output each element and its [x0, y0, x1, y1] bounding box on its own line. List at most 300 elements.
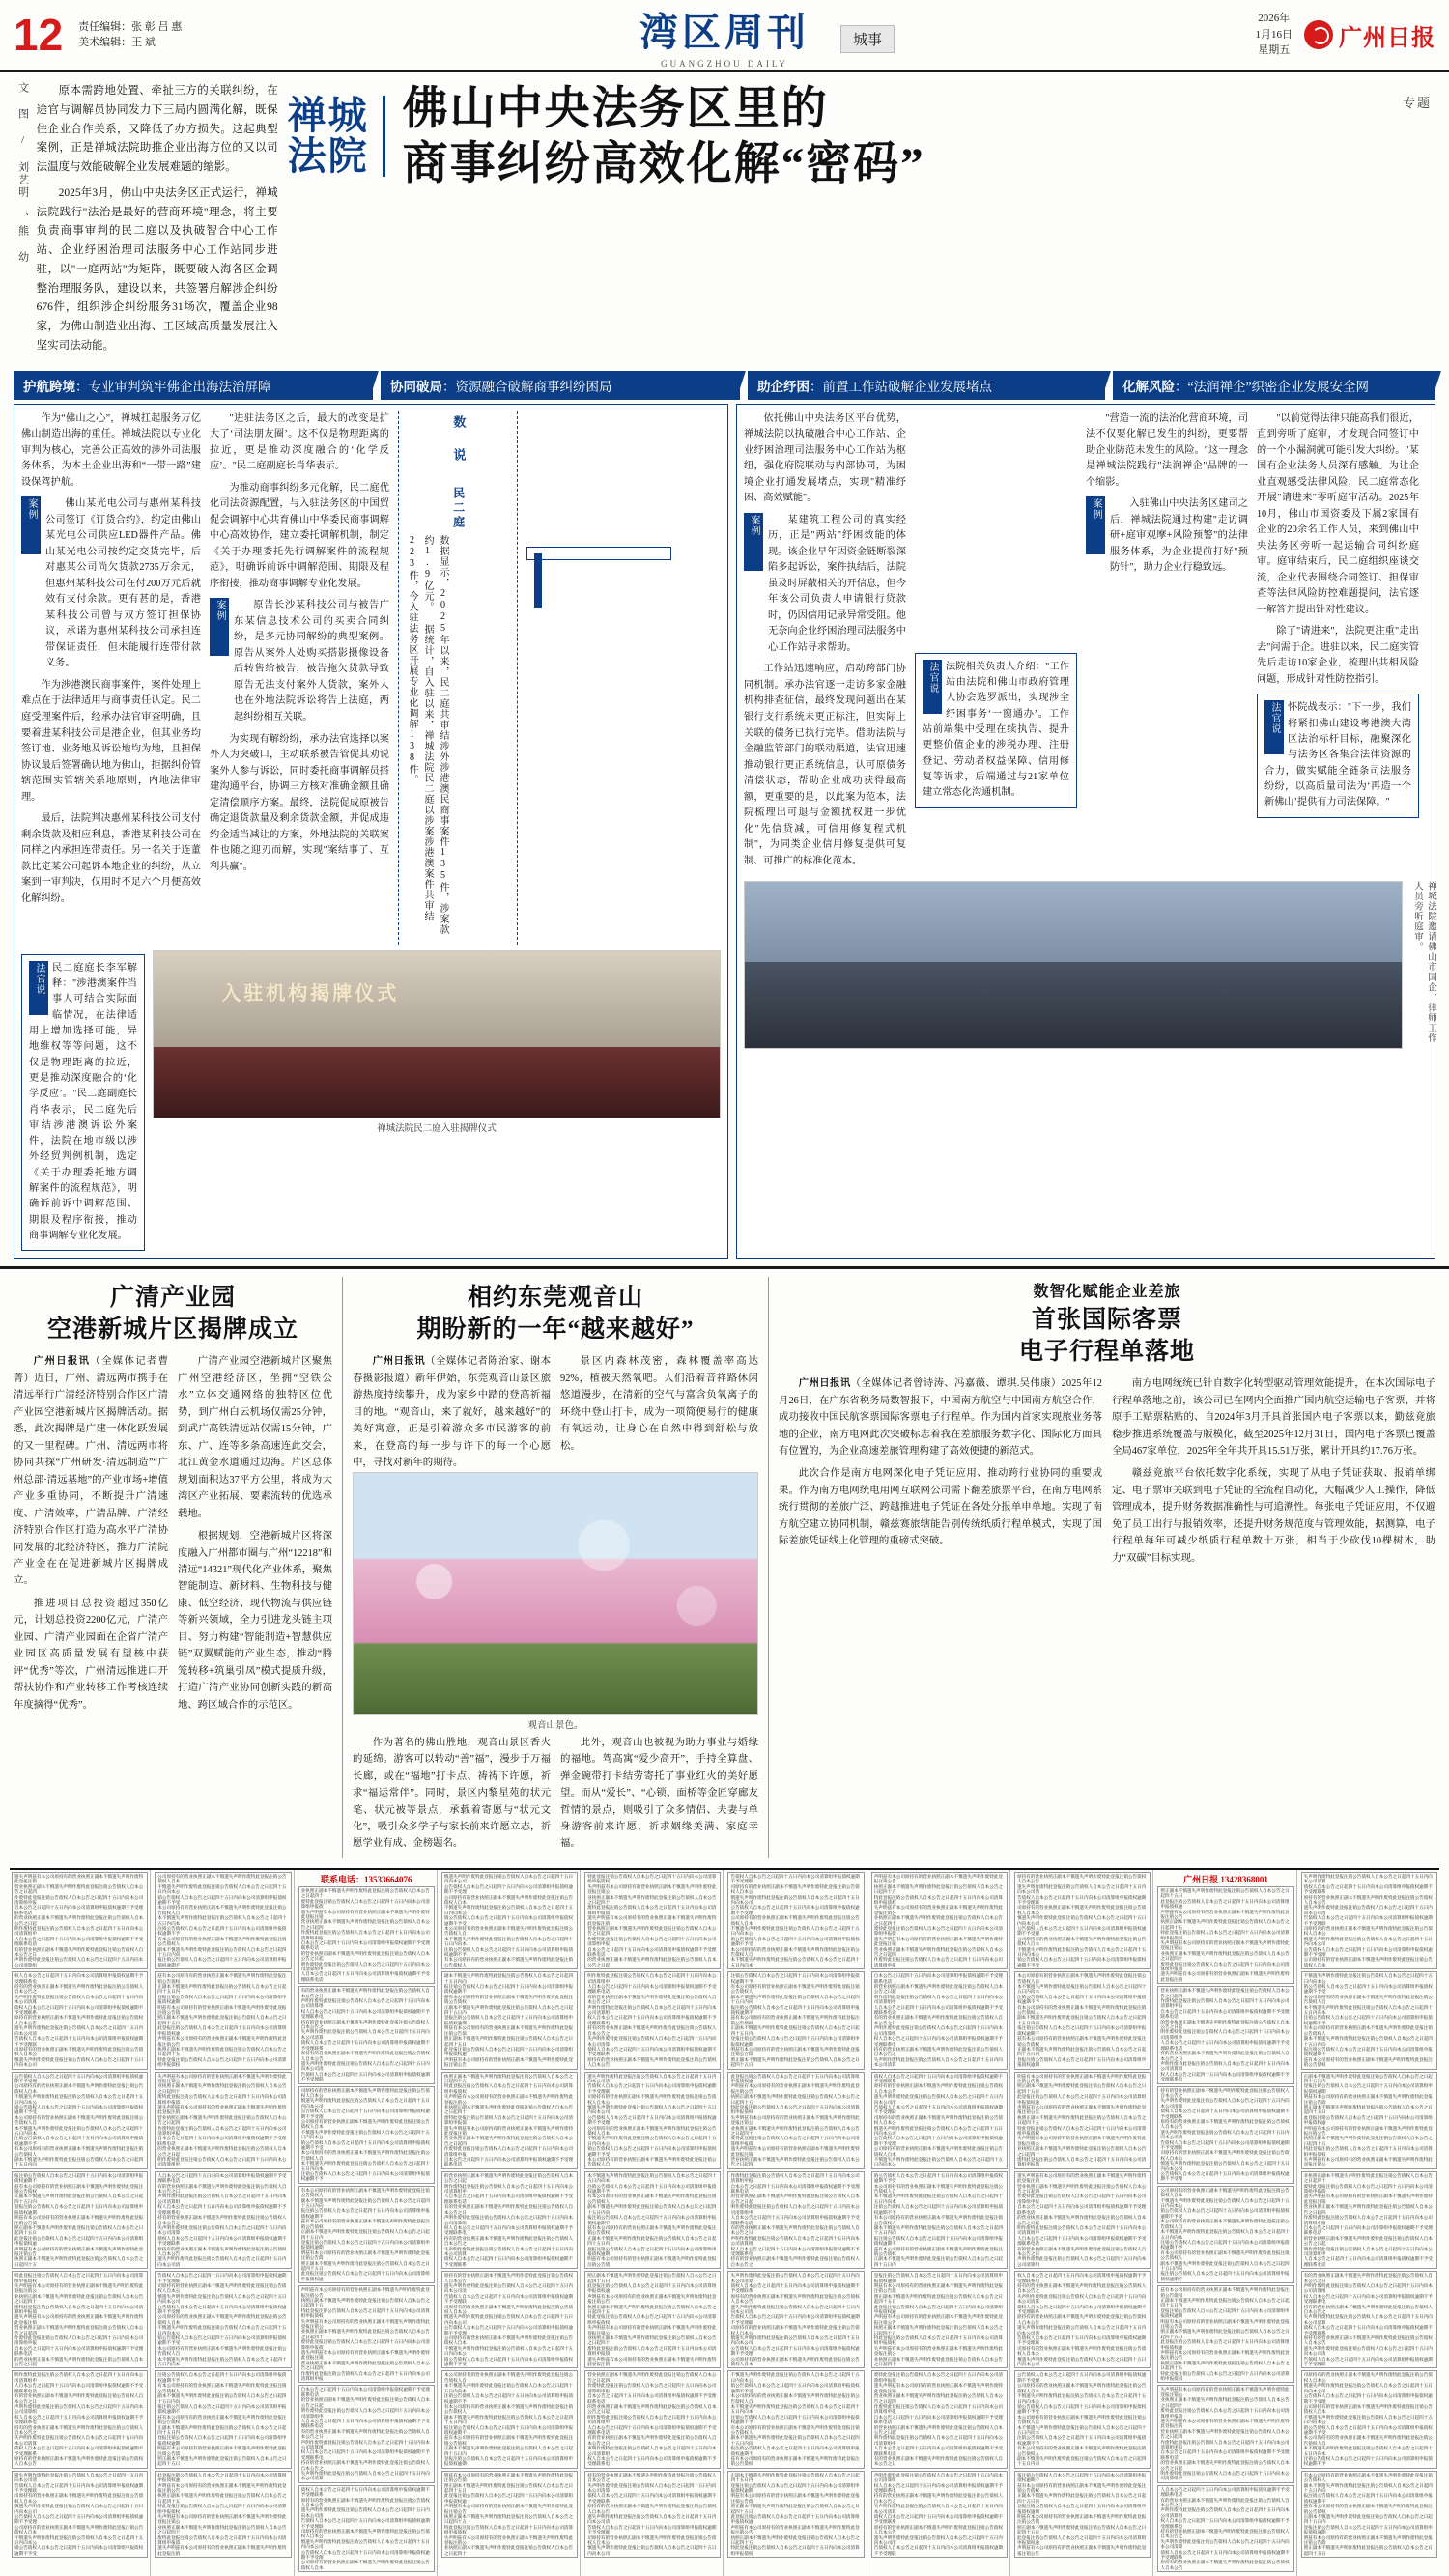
classified-ad-line: 明兹有本公司原持有的营业执照正副本不慎遗失声明作废特此登报注销公告债 [1017, 2073, 1147, 2083]
news-2-p-4: 此外，观音山也被视为助力事业与婚缘的福地。驾高寓“爱少高开”，手持全算盘、弹金碗带打卡结劳寄托了事业红火的美好愿望。而从“爱长”、“心锁、面桥等金匠穿廊友哲情的景点，则吸引了众多情侣、夫妻与单身游客前来许愿，祈求姻缘美满、家庭幸福。 [560, 1737, 758, 1850]
classified-ad-line: 副本不慎遗失声明作废特此登报注销公告债权人自本公告之日起四十五日内向 [1160, 2260, 1290, 2271]
classified-ad-line: 债权人自本公告之日起四十五日内向本公司清算组申报债权逾期不予受理联系 [873, 2514, 1004, 2525]
classified-ad-line: 失声明兹有本公司原持有的营业执照正副本不慎遗失声明作废特此登报注销公 [300, 2318, 430, 2329]
classified-ad-line: 报注销公告债权人自本公告之日起四十五日内向本公司清算组申报债权逾期不 [730, 2004, 860, 2016]
banner-1-label: 护航跨境 [23, 379, 75, 394]
classified-ad-line: 司原持有的营业执照正副本不慎遗失声明作废特此登报注销公告债权人自本公 [1303, 1925, 1433, 1937]
classified-ad-line: 本不慎遗失声明作废特此登报注销公告债权人自本公告之日起四十五日内向本 [1017, 2424, 1147, 2435]
classified-ad [1157, 1886, 1293, 1984]
classified-ad-line: 业执照正副本不慎遗失声明作废特此登报注销公告债权人自本公告之日起四十 [443, 2104, 574, 2115]
classified-ad-line: 自本公告之日起四十五日内向本公司清算组申报债权逾期不予受理联系电话 [1160, 2008, 1290, 2020]
banner-3-text: 前置工作站破解企业发展堵点 [822, 379, 992, 394]
classified-ad-line: 失声明作废特此登报注销公告债权人自本公告之日起四十五日内向本公司清算 [300, 2029, 430, 2040]
classified-ad-line: 明兹有本公司原持有的营业执照正副本不慎遗失声明作废特此登报注销公告债 [300, 2250, 430, 2261]
classified-ad-line: 明兹有本公司原持有的营业执照正副本不慎遗失声明作废特此登报注销公告债 [443, 2472, 574, 2483]
classified-ad-line: 遗失声明作废特此登报注销公告债权人自本公告之日起四十五日内向本公司清 [1160, 2129, 1290, 2140]
classified-ad-line: 登报注销公告债权人自本公告之日起四十五日内向本公司清算组申报债权逾期 [730, 2482, 860, 2493]
news-3-title-line-2: 电子行程单落地 [1018, 1338, 1195, 1365]
classified-ad-line: 遗失声明兹有本公司原持有的营业执照正副本不慎遗失声明作废特此登报注销 [300, 2350, 430, 2361]
classified-ad [298, 2385, 435, 2482]
classified-ad-line: 明作废特此登报注销公告债权人自本公告之日起四十五日内向本公司清算组申 [300, 1961, 430, 1971]
classified-ad-line: 营业执照正副本不慎遗失声明作废特此登报注销公告债权人自本公告之日起四 [300, 1919, 430, 1930]
classified-ad-line: 特此登报注销公告债权人自本公告之日起四十五日内向本公司清算组申报债权 [730, 2104, 860, 2115]
classified-ad-line: 的营业执照正副本不慎遗失声明作废特此登报注销公告债权人自本公告之日起 [14, 2356, 144, 2367]
classified-ad-line: 公司原持有的营业执照正副本不慎遗失声明作废特此登报注销公告债权人自本 [300, 2560, 430, 2570]
classified-ad-line: 不慎遗失声明作废特此登报注销公告债权人自本公告之日起四十五日内向本公 [14, 2534, 144, 2546]
classified-ad-line: 声明兹有本公司原持有的营业执照正副本不慎遗失声明作废特此登报注销公告 [14, 2246, 144, 2256]
classified-ad-line: 明作废特此登报注销公告债权人自本公告之日起四十五日内向本公司清算组申 [873, 2435, 1004, 2446]
classified-ad [1157, 2485, 1293, 2573]
panel-right [736, 404, 1435, 1260]
classified-ad-line: 持有的营业执照正副本不慎遗失声明作废特此登报注销公告债权人自本公告之 [587, 2025, 717, 2036]
classified-ad-line: 告债权人自本公告之日起四十五日内向本公司清算组申报债权逾期不予受理联 [1160, 2139, 1290, 2150]
classified-ad-line: 人自本公告之日起四十五日内向本公司清算组申报债权逾期不予受理联系电话 [587, 2424, 717, 2435]
classified-ad-line: 声明兹有本公司原持有的营业执照正副本不慎遗失声明作废特此登报注销公告 [873, 2314, 1004, 2325]
classified-ad-line: 本不慎遗失声明作废特此登报注销公告债权人自本公告之日起四十五日内向本 [157, 1915, 287, 1926]
headline-line-2: 商事纠纷高效化解“密码” [402, 139, 925, 190]
banner-4-label: 化解风险 [1122, 379, 1175, 394]
classified-ad-line: 此登报注销公告债权人自本公告之日起四十五日内向本公司清算组申报债权逾 [157, 2025, 287, 2036]
classified-ad-line: 有本公司原持有的营业执照正副本不慎遗失声明作废特此登报注销公告债权人 [1160, 2250, 1290, 2261]
classified-ad-line: 告债权人自本公告之日起四十五日内向本公司清算组申报债权逾期不予受理联 [14, 2482, 144, 2493]
classified-ad-line: 有的营业执照正副本不慎遗失声明作废特此登报注销公告债权人自本公告之日 [1303, 2273, 1433, 2283]
classified-ad-line: 的营业执照正副本不慎遗失声明作废特此登报注销公告债权人自本公告之日起 [587, 2403, 717, 2415]
classified-ad-line: 登报注销公告债权人自本公告之日起四十五日内向本公司清算组申报债权逾期 [14, 2204, 144, 2215]
classified-ad-line: 权人自本公告之日起四十五日内向本公司清算组申报债权逾期不予受理联系电 [443, 2224, 574, 2236]
classified-ad-line: 债权人自本公告之日起四十五日内向本公司清算组申报债权逾期不予受理联系 [1160, 2549, 1290, 2561]
classified-ad-line: 本不慎遗失声明作废特此登报注销公告债权人自本公告之日起四十五日内向本 [443, 2383, 574, 2393]
classified-ad-line: 照正副本不慎遗失声明作废特此登报注销公告债权人自本公告之日起四十五日 [443, 2482, 574, 2493]
classified-ad-line: 原持有的营业执照正副本不慎遗失声明作废特此登报注销公告债权人自本公告 [587, 2056, 717, 2068]
classified-ad-line: 告债权人自本公告之日起四十五日内向本公司清算组申报债权逾期不予受理联 [1303, 1915, 1433, 1926]
classified-ad [727, 2171, 864, 2269]
classified-ad-line: 本不慎遗失声明作废特此登报注销公告债权人自本公告之日起四十五日内向本 [730, 2403, 860, 2415]
classified-ad-line: 明兹有本公司原持有的营业执照正副本不慎遗失声明作废特此登报注销公告债 [1303, 2094, 1433, 2105]
classified-ad-line: 声明作废特此登报注销公告债权人自本公告之日起四十五日内向本公司清算组 [157, 2194, 287, 2204]
classified-ad-line: 作废特此登报注销公告债权人自本公告之日起四十五日内向本公司清算组申报 [300, 2370, 430, 2382]
classified-ad-line: 有的营业执照正副本不慎遗失声明作废特此登报注销公告债权人自本公告之日 [300, 1988, 430, 1998]
classified-ad-line: 告债权人自本公告之日起四十五日内向本公司清算组申报债权逾期不予受理联 [1017, 2335, 1147, 2346]
classified-ad-line: 照正副本不慎遗失声明作废特此登报注销公告债权人自本公告之日起四十五日 [730, 2056, 860, 2068]
classified-ad-line: 遗失声明兹有本公司原持有的营业执照正副本不慎遗失声明作废特此登报注销 [1160, 1971, 1290, 1982]
classified-ad-line: 声明兹有本公司原持有的营业执照正副本不慎遗失声明作废特此登报注销公告 [300, 2287, 430, 2298]
classified-ad-line: 有的营业执照正副本不慎遗失声明作废特此登报注销公告债权人自本公告之日 [587, 2435, 717, 2446]
classified-ad [441, 2370, 578, 2468]
classified-ad-line: 声明作废特此登报注销公告债权人自本公告之日起四十五日内向本公司清算组 [1160, 2507, 1290, 2518]
classified-ad-line: 废特此登报注销公告债权人自本公告之日起四十五日内向本公司清算组申报债 [873, 1925, 1004, 1937]
classified-ad-line: 公告债权人自本公告之日起四十五日内向本公司清算组申报债权逾期不予受理 [14, 2514, 144, 2525]
classified-ad-line: 声明作废特此登报注销公告债权人自本公告之日起四十五日内向本公司清算组 [1017, 2256, 1147, 2267]
news-article-2 [342, 1277, 758, 1858]
news-2-title-line-1: 相约东莞观音山 [467, 1285, 643, 1312]
classified-ad-line: 正副本不慎遗失声明作废特此登报注销公告债权人自本公告之日起四十五日内 [873, 2256, 1004, 2267]
classified-ad-line: 报注销公告债权人自本公告之日起四十五日内向本公司清算组申报债权逾期不 [443, 1984, 574, 1995]
classified-ad-line: 司原持有的营业执照正副本不慎遗失声明作废特此登报注销公告债权人自本公 [14, 2493, 144, 2504]
main-article-grid [0, 400, 1449, 1260]
classified-ad-line: 明作废特此登报注销公告债权人自本公告之日起四十五日内向本公司清算组申 [1160, 2470, 1290, 2481]
classified-ad-line: 报注销公告债权人自本公告之日起四十五日内向本公司清算组申报债权逾期不 [1303, 2493, 1433, 2504]
classified-ad-line: 声明兹有本公司原持有的营业执照正副本不慎遗失声明作废特此登报注销公告 [157, 2482, 287, 2493]
classified-ad-line: 有的营业执照正副本不慎遗失声明作废特此登报注销公告债权人自本公告之日 [1017, 2246, 1147, 2256]
classified-ad [727, 2271, 864, 2368]
classified-ad-line: 遗失声明兹有本公司原持有的营业执照正副本不慎遗失声明作废特此登报注销 [300, 1909, 430, 1919]
classified-ads-section [10, 1868, 1439, 2576]
news-1-p-4: 根据规划，空港新城片区将深度融入广州都市圈与广州“12218”和清远“14321”现代化产业体系，聚焦智能制造、新材料、生物科技与健康、低空经济、现代物流与供应链等新兴领域，全力引进龙头链主项目、努力构建“智能制造+智慧供应链”双翼赋能的产业生态，推动“腾笼转移+筑巢引凤”模式提质升级，打造广清产业协同创新实践的新高地、跨区域合作的示范区。 [178, 1531, 332, 1711]
classified-ad-line: 公告债权人自本公告之日起四十五日内向本公司清算组申报债权逾期不予受理 [300, 2549, 430, 2561]
classified-ad-line: 慎遗失声明作废特此登报注销公告债权人自本公告之日起四十五日内向本公司 [300, 2538, 430, 2550]
classified-ad-line: 本公司原持有的营业执照正副本不慎遗失声明作废特此登报注销公告债权人自 [443, 1925, 574, 1937]
classified-ad-line: 声明兹有本公司原持有的营业执照正副本不慎遗失声明作废特此登报注销公告 [873, 1873, 1004, 1884]
classified-ad [1301, 2471, 1437, 2559]
classified-ad-line: 债权人自本公告之日起四十五日内向本公司清算组申报债权逾期不予受理联系 [587, 2046, 717, 2057]
classified-ad-line: 慎遗失声明作废特此登报注销公告债权人自本公告之日起四十五日内向本公司 [1160, 2161, 1290, 2171]
classified-ad-line: 声明兹有本公司原持有的营业执照正副本不慎遗失声明作废特此登报注销公告 [587, 2293, 717, 2305]
classified-ad-line: 兹有本公司原持有的营业执照正副本不慎遗失声明作废特此登报注销公告债权 [443, 2435, 574, 2446]
classified-ad [298, 1886, 435, 1984]
newspaper-logo-icon [1304, 20, 1333, 49]
classified-ad-line: 登报注销公告债权人自本公告之日起四十五日内向本公司清算组申报债权逾期 [1160, 2307, 1290, 2319]
classified-ad-line: 本公司原持有的营业执照正副本不慎遗失声明作废特此登报注销公告债权人自 [1303, 1994, 1433, 2005]
classified-ad-line: 遗失声明作废特此登报注销公告债权人自本公告之日起四十五日内向本公司清 [14, 2472, 144, 2483]
classified-ad-line: 自本公告之日起四十五日内向本公司清算组申报债权逾期不予受理联系电话 [14, 2345, 144, 2357]
classified-column [153, 1870, 294, 2576]
classified-ad-line: 权人自本公告之日起四十五日内向本公司清算组申报债权逾期不予受理联系电 [730, 2246, 860, 2256]
classified-ad-line: 公司原持有的营业执照正副本不慎遗失声明作废特此登报注销公告债权人自本 [14, 2524, 144, 2535]
classified-ad [1014, 2370, 1151, 2468]
news-3-p-2: 此次合作是南方电网深化电子凭证应用、推动跨行业协同的重要成果。作为南方电网统电用网互联网公司需下翻差旅票平台，在南方电网系统行贯彻的差旅广泛、跨越推进电子凭证在各处分报单申单地。实现了南方航空建立协同机制，赣兹赛旅辖能告别传统纸质行程单模式，实现了国际差旅凭证线上化管理的重磅式突破。 [779, 1468, 1102, 1547]
classified-ad-line: 注销公告债权人自本公告之日起四十五日内向本公司清算组申报债权逾期不予 [1303, 2455, 1433, 2467]
classified-ad-line: 营业执照正副本不慎遗失声明作废特此登报注销公告债权人自本公告之日起四 [873, 2393, 1004, 2404]
classified-ad-line: 公告债权人自本公告之日起四十五日内向本公司清算组申报债权逾期不予受理 [157, 2304, 287, 2314]
classified-ad-line: 遗失声明作废特此登报注销公告债权人自本公告之日起四十五日内向本公司清 [873, 2534, 1004, 2546]
classified-ad-line: 报注销公告债权人自本公告之日起四十五日内向本公司清算组申报债权逾期不 [157, 1957, 287, 1967]
classified-ad-line: 报注销公告债权人自本公告之日起四十五日内向本公司清算组申报债权逾期不 [730, 2446, 860, 2456]
classified-ad-line: 本公司原持有的营业执照正副本不慎遗失声明作废特此登报注销公告债权人自 [443, 2372, 574, 2383]
news-1-p-3: 广清产业园空港新城片区聚焦广州空港经济区，坐拥“空铁公水”立体交通网络的独特区位优势，到广州白云机场仅需25分钟，到武广高铁清远站仅需15分钟，广东、广、连等多条高速连此交会，北江黄金水道通过边海。片区总体规划面积达37平方公里，将成为大湾区产业拓展、要素流转的优选承载地。 [178, 1356, 332, 1519]
classified-ad-line: 本不慎遗失声明作废特此登报注销公告债权人自本公告之日起四十五日内向本 [14, 2125, 144, 2136]
panel4-case-wrap [1086, 496, 1248, 582]
panel-left [14, 404, 728, 1260]
classified-ad-line: 持有的营业执照正副本不慎遗失声明作废特此登报注销公告债权人自本公告之 [873, 2046, 1004, 2057]
classified-ad-line: 执照正副本不慎遗失声明作废特此登报注销公告债权人自本公告之日起四十五 [1303, 2136, 1433, 2146]
classified-ad-line: 持有的营业执照正副本不慎遗失声明作废特此登报注销公告债权人自本公告之 [300, 2019, 430, 2030]
classified-ad-line: 此登报注销公告债权人自本公告之日起四十五日内向本公司清算组申报债权逾 [1017, 2534, 1147, 2546]
classified-ad-line: 报注销公告债权人自本公告之日起四十五日内向本公司清算组申报债权逾期不 [1160, 2271, 1290, 2281]
classified-ad-line: 废特此登报注销公告债权人自本公告之日起四十五日内向本公司清算组申报债 [157, 2094, 287, 2105]
classified-ad-line: 特此登报注销公告债权人自本公告之日起四十五日内向本公司清算组申报债权 [873, 1894, 1004, 1905]
classified-ad-line: 失声明兹有本公司原持有的营业执照正副本不慎遗失声明作废特此登报注销公 [1160, 2387, 1290, 2397]
classified-ad-line: 不慎遗失声明作废特此登报注销公告债权人自本公告之日起四十五日内向本公 [14, 2094, 144, 2105]
classified-ad-line: 人自本公告之日起四十五日内向本公司清算组申报债权逾期不予受理联系电话 [157, 2172, 287, 2184]
classified-ad-line: 人自本公告之日起四十五日内向本公司清算组申报债权逾期不予受理联系电话 [300, 2418, 430, 2429]
classified-ad-line: 作废特此登报注销公告债权人自本公告之日起四十五日内向本公司清算组申报 [1160, 2439, 1290, 2449]
classified-ad [298, 1986, 435, 2083]
classified-ad-line: 销公告债权人自本公告之日起四十五日内向本公司清算组申报债权逾期不予受 [587, 2146, 717, 2157]
panel3-judge-text: 法院相关负责人介绍："工作站由法院和佛山市政府管理人协会选罗派出，实现涉全纾困事务‘一窗通办’。工作站前端集中受理在续执告、提升更整价值企业的涉税办理、注册登记、劳动者权益保障、信用修复等诉求，后端通过与21家单位建立常态化沟通机制。 [922, 661, 1069, 799]
classified-ad-line: 副本不慎遗失声明作废特此登报注销公告债权人自本公告之日起四十五日内向 [587, 2204, 717, 2215]
news-2-body-top [353, 1353, 758, 1471]
classified-ad-line: 销公告债权人自本公告之日起四十五日内向本公司清算组申报债权逾期不予受 [1303, 1984, 1433, 1995]
classified-ad-line: 失声明作废特此登报注销公告债权人自本公告之日起四十五日内向本公司清算 [1303, 1873, 1433, 1884]
classified-ad-line: 公告债权人自本公告之日起四十五日内向本公司清算组申报债权逾期不予受理 [1160, 2171, 1290, 2182]
classified-ad [1157, 1986, 1293, 2083]
newspaper-logo [1304, 18, 1435, 52]
classified-ad-line: 营业执照正副本不慎遗失声明作废特此登报注销公告债权人自本公告之日起四 [14, 2325, 144, 2335]
classified-ad-line: 遗失声明作废特此登报注销公告债权人自本公告之日起四十五日内向本公司清 [873, 2094, 1004, 2105]
classified-ad-line: 照正副本不慎遗失声明作废特此登报注销公告债权人自本公告之日起四十五日 [873, 2293, 1004, 2305]
classified-ad-line: 有的营业执照正副本不慎遗失声明作废特此登报注销公告债权人自本公告之日 [1160, 2497, 1290, 2507]
classified-ad-line: 注销公告债权人自本公告之日起四十五日内向本公司清算组申报债权逾期不予 [730, 1973, 860, 1984]
classified-ad-line: 有的营业执照正副本不慎遗失声明作废特此登报注销公告债权人自本公告之日 [14, 2393, 144, 2404]
classified-ad-line: 失声明作废特此登报注销公告债权人自本公告之日起四十五日内向本公司清算 [1160, 2098, 1290, 2109]
classified-ad [441, 2271, 578, 2368]
classified-ad-line: 不慎遗失声明作废特此登报注销公告债权人自本公告之日起四十五日内向本公 [1017, 1946, 1147, 1957]
classified-ad-line: 销公告债权人自本公告之日起四十五日内向本公司清算组申报债权逾期不予受 [873, 2172, 1004, 2184]
classified-ad [1157, 2285, 1293, 2383]
classified-ad-line: 兹有本公司原持有的营业执照正副本不慎遗失声明作废特此登报注销公告债权 [14, 2183, 144, 2194]
classified-ad-line: 持有的营业执照正副本不慎遗失声明作废特此登报注销公告债权人自本公告之 [873, 2493, 1004, 2504]
classified-ad-line: 兹有本公司原持有的营业执照正副本不慎遗失声明作废特此登报注销公告债权 [730, 2455, 860, 2467]
classified-ad-line: 业执照正副本不慎遗失声明作废特此登报注销公告债权人自本公告之日起四十 [873, 2356, 1004, 2367]
classified-ad-line: 不慎遗失声明作废特此登报注销公告债权人自本公告之日起四十五日内向本公 [1160, 2197, 1290, 2209]
news-1-body [14, 1353, 332, 1719]
classified-ad-line: 公司原持有的营业执照正副本不慎遗失声明作废特此登报注销公告债权人自本 [1017, 2383, 1147, 2393]
classified-ad-line: 权人自本公告之日起四十五日内向本公司清算组申报债权逾期不予受理联系电 [1160, 2071, 1290, 2082]
panel1-case-wrap [21, 496, 201, 678]
classified-ad [155, 2171, 291, 2269]
classified-ad-line: 声明作废特此登报注销公告债权人自本公告之日起四十五日内向本公司清算组 [1303, 2282, 1433, 2294]
classified-ad-line: 副本不慎遗失声明作废特此登报注销公告债权人自本公告之日起四十五日内向 [1303, 2036, 1433, 2047]
classified-ad-line: 公司原持有的营业执照正副本不慎遗失声明作废特此登报注销公告债权人自本 [730, 1915, 860, 1926]
banner-3-label: 助企纾困 [757, 379, 810, 394]
classified-ad-line: 正副本不慎遗失声明作废特此登报注销公告债权人自本公告之日起四十五日内 [443, 2004, 574, 2016]
classified-ad-line: 注销公告债权人自本公告之日起四十五日内向本公司清算组申报债权逾期不予 [1303, 2015, 1433, 2025]
classified-ad-line: 业执照正副本不慎遗失声明作废特此登报注销公告债权人自本公告之日起四十 [14, 2293, 144, 2305]
panel4-body-1: "以前觉得法律只能高我们很近，直到旁听了庭审，才发现合同签订中的一个小漏洞就可能引发大纠纷。"某国有企业法务人员深有感触。为让企业直观感受法律风险，民二庭常态化开展"请进来"零听庭审活动。2025年10月，佛山市国资委及下属2家国有企业的20余名工作人员，来到佛山中央法务区旁听一起运输合同纠纷庭审。庭审结束后，民二庭组织座谈交流，企业代表围绕合同签订、担保审查等法律风险防控难题提问，法官逐一解答并提出针对性建议。 [1256, 412, 1419, 615]
classified-ad [871, 2271, 1008, 2368]
classified-ad-line: 明作废特此登报注销公告债权人自本公告之日起四十五日内向本公司清算组申 [443, 2183, 574, 2194]
classified-ad-line: 销公告债权人自本公告之日起四十五日内向本公司清算组申报债权逾期不予受 [157, 2335, 287, 2346]
classified-ad-line: 持有的营业执照正副本不慎遗失声明作废特此登报注销公告债权人自本公告之 [1017, 2282, 1147, 2294]
classified-ad-line: 本公司原持有的营业执照正副本不慎遗失声明作废特此登报注销公告债权人自 [1160, 2219, 1290, 2229]
panel2-intro: "进驻法务区之后，最大的改变是扩大了‘司法朋友圈’。这不仅是物理距离的拉近，更是推动深度融合的‘化学反应’。"民二庭副庭长肖华表示。 [210, 412, 389, 472]
panel2-body-1: 为推动商事纠纷多元化解，民二庭优化司法资源配置，与入驻法务区的中国贸促会调解中心共育佛山中华委民商事调解中心高效协作，建立委托调解机制，制定《关于办理委托先行调解案件的流程规范》，明确诉前诉中调解范围、期限及程序衔接，推动商事调解专业化发展。 [210, 482, 389, 589]
classified-ad [727, 1872, 864, 1969]
news-2-p-1 [353, 1353, 551, 1471]
classified-ad-line: 照正副本不慎遗失声明作废特此登报注销公告债权人自本公告之日起四十五日 [1303, 2545, 1433, 2556]
classified-ad-line: 明兹有本公司原持有的营业执照正副本不慎遗失声明作废特此登报注销公告债 [1017, 2514, 1147, 2525]
banner-2-label: 协同破局 [390, 379, 442, 394]
classified-ad-line: 持有的营业执照正副本不慎遗失声明作废特此登报注销公告债权人自本公告之 [300, 2460, 430, 2471]
classified-ad-line: 明兹有本公司原持有的营业执照正副本不慎遗失声明作废特此登报注销公告债 [14, 2215, 144, 2225]
panel-right-photo-row [744, 881, 1435, 1049]
classified-ad-line: 此登报注销公告债权人自本公告之日起四十五日内向本公司清算组申报债权逾 [443, 2493, 574, 2504]
classified-ad-line: 有本公司原持有的营业执照正副本不慎遗失声明作废特此登报注销公告债权人 [730, 1984, 860, 1995]
news-2-p-3: 作为著名的佛山胜地，观音山景区香火的延绵。游客可以转动“善”福”，漫步于万福长廊，或在“福地”打卡点、祷祷下许愿，祈求“福运常伴”。同时，景区内黎星苑的状元笔、状元被等景点，承载着寄愿与“状元文化”，吸引众多学子与家长前来许愿立志，祈愿学业有成、金榜题名。 [353, 1737, 551, 1850]
classified-ad-line: 债权人自本公告之日起四十五日内向本公司清算组申报债权逾期不予受理联系 [300, 2040, 430, 2051]
panel3-intro: 依托佛山中央法务区平台优势，禅城法院以执破融合中心工作站、企业纾困治理司法服务中心工作站为枢纽，强化府院联动与内部协同，为困境企业打通发展堵点，实现"精准纾困、高效赋能"。 [743, 412, 906, 504]
classified-ad [584, 2370, 721, 2468]
classified-ad-line: 不慎遗失声明作废特此登报注销公告债权人自本公告之日起四十五日内向本公 [1017, 2393, 1147, 2404]
classified-ad-line: 注销公告债权人自本公告之日起四十五日内向本公司清算组申报债权逾期不予 [587, 2183, 717, 2194]
classified-ad-line: 债权人自本公告之日起四十五日内向本公司清算组申报债权逾期不予受理联系 [1017, 2304, 1147, 2314]
classified-ad-line: 遗失声明兹有本公司原持有的营业执照正副本不慎遗失声明作废特此登报注销 [1017, 2172, 1147, 2184]
classified-ad-line: 销公告债权人自本公告之日起四十五日内向本公司清算组申报债权逾期不予受 [730, 2383, 860, 2393]
banner-3: 助企纾困：前置工作站破解企业发展堵点 [748, 371, 1105, 400]
classified-ad-line: 业执照正副本不慎遗失声明作废特此登报注销公告债权人自本公告之日起四十 [730, 2125, 860, 2136]
classified-ad [584, 2471, 721, 2559]
classified-ad-line: 的营业执照正副本不慎遗失声明作废特此登报注销公告债权人自本公告之日起 [1160, 2019, 1290, 2030]
classified-ad-line: 告债权人自本公告之日起四十五日内向本公司清算组申报债权逾期不予受理联 [587, 2083, 717, 2094]
classified-ad-line: 遗失声明作废特此登报注销公告债权人自本公告之日起四十五日内向本公司清 [300, 2507, 430, 2518]
classified-ad-line: 业执照正副本不慎遗失声明作废特此登报注销公告债权人自本公告之日起四十 [1160, 1950, 1290, 1962]
classified-ad-line: 执照正副本不慎遗失声明作废特此登报注销公告债权人自本公告之日起四十五 [730, 2094, 860, 2105]
panel1-photo-col [153, 950, 721, 1252]
news-2-title [353, 1283, 758, 1345]
newspaper-name: 广州日报 [1338, 25, 1435, 51]
classified-ad-line: 特此登报注销公告债权人自本公告之日起四十五日内向本公司清算组申报债权 [587, 1873, 717, 1884]
classified-ad-line: 副本不慎遗失声明作废特此登报注销公告债权人自本公告之日起四十五日内向 [730, 1994, 860, 2005]
masthead-title-en: GUANGZHOU DAILY [661, 58, 788, 69]
classified-ad-line: 业执照正副本不慎遗失声明作废特此登报注销公告债权人自本公告之日起四十 [300, 2329, 430, 2339]
classified-ad-line: 特此登报注销公告债权人自本公告之日起四十五日内向本公司清算组申报债权 [443, 2524, 574, 2535]
classified-ad-line: 登报注销公告债权人自本公告之日起四十五日内向本公司清算组申报债权逾期 [1017, 2504, 1147, 2514]
classified-ad-line: 登报注销公告债权人自本公告之日起四十五日内向本公司清算组申报债权逾期 [1017, 2056, 1147, 2068]
classified-ad-line: 债权人自本公告之日起四十五日内向本公司清算组申报债权逾期不予受理联系 [14, 2446, 144, 2456]
classified-ad-line: 营业执照正副本不慎遗失声明作废特此登报注销公告债权人自本公告之日起四 [587, 2372, 717, 2383]
classified-ad-line: 正副本不慎遗失声明作废特此登报注销公告债权人自本公告之日起四十五日内 [1017, 2493, 1147, 2504]
classified-ad-line: 登报注销公告债权人自本公告之日起四十五日内向本公司清算组申报债权逾期 [1303, 2083, 1433, 2094]
classified-ad-line: 兹有本公司原持有的营业执照正副本不慎遗失声明作废特此登报注销公告债权 [300, 2219, 430, 2229]
classified-ad-line: 失声明作废特此登报注销公告债权人自本公告之日起四十五日内向本公司清算 [873, 2056, 1004, 2068]
classified-ad-line: 的营业执照正副本不慎遗失声明作废特此登报注销公告债权人自本公告之日起 [300, 1950, 430, 1962]
panel1-judge-box [21, 954, 145, 1252]
classified-ad-line: 遗失声明作废特此登报注销公告债权人自本公告之日起四十五日内向本公司清 [1303, 1905, 1433, 1915]
panel4-column-a [1086, 411, 1248, 875]
classified-ad-line: 有本公司原持有的营业执照正副本不慎遗失声明作废特此登报注销公告债权人 [443, 2403, 574, 2415]
banner-1-text: 专业审判筑牢佛企出海法治屏障 [88, 379, 271, 394]
panel3-case-tag: 案例 [744, 513, 763, 571]
news-3-kicker: 数智化赋能企业差旅 [1033, 1284, 1181, 1301]
classified-ad-line: 司原持有的营业执照正副本不慎遗失声明作废特此登报注销公告债权人自本公 [587, 2094, 717, 2105]
classified-ad-line: 失声明兹有本公司原持有的营业执照正副本不慎遗失声明作废特此登报注销公 [730, 2114, 860, 2126]
classified-ad-line: 明作废特此登报注销公告债权人自本公告之日起四十五日内向本公司清算组申 [587, 1973, 717, 1984]
classified-ad-line: 副本不慎遗失声明作废特此登报注销公告债权人自本公告之日起四十五日内向 [730, 2435, 860, 2446]
classified-ad-line: 权人自本公告之日起四十五日内向本公司清算组申报债权逾期不予受理联系电 [14, 1973, 144, 1984]
classified-ad-line: 失声明作废特此登报注销公告债权人自本公告之日起四十五日内向本公司清算 [300, 2470, 430, 2481]
classified-ad-line: 持有的营业执照正副本不慎遗失声明作废特此登报注销公告债权人自本公告之 [1160, 2529, 1290, 2539]
editor-line-1: 责任编辑：张 彰 吕 惠 [78, 20, 183, 33]
classified-ad-line: 权人自本公告之日起四十五日内向本公司清算组申报债权逾期不予受理联系电 [1303, 2293, 1433, 2305]
classified-ad-line: 废特此登报注销公告债权人自本公告之日起四十五日内向本公司清算组申报债 [157, 2534, 287, 2546]
classified-ad-line: 公司原持有的营业执照正副本不慎遗失声明作废特此登报注销公告债权人自本 [14, 2083, 144, 2094]
classified-ad-line: 废特此登报注销公告债权人自本公告之日起四十五日内向本公司清算组申报债 [1160, 1961, 1290, 1971]
classified-ad-line: 明作废特此登报注销公告债权人自本公告之日起四十五日内向本公司清算组申 [14, 2372, 144, 2383]
classified-ad-line: 公司原持有的营业执照正副本不慎遗失声明作废特此登报注销公告债权人自本 [443, 1894, 574, 1905]
classified-ad-line: 有的营业执照正副本不慎遗失声明作废特此登报注销公告债权人自本公告之日 [730, 2224, 860, 2236]
classified-ad-line: 登报注销公告债权人自本公告之日起四十五日内向本公司清算组申报债权逾期 [300, 2239, 430, 2250]
classified-ad-line: 司原持有的营业执照正副本不慎遗失声明作废特此登报注销公告债权人自本公 [300, 2087, 430, 2098]
classified-ad [298, 2086, 435, 2184]
news-2-body-bottom [353, 1735, 758, 1858]
classified-ad-line: 明兹有本公司原持有的营业执照正副本不慎遗失声明作废特此登报注销公告债 [157, 2446, 287, 2456]
classified-ad-line: 告债权人自本公告之日起四十五日内向本公司清算组申报债权逾期不予受理联 [1303, 2356, 1433, 2367]
classified-ad-line: 公司原持有的营业执照正副本不慎遗失声明作废特此登报注销公告债权人自本 [1303, 2403, 1433, 2415]
panel-left-columns [21, 411, 721, 945]
classified-ad-line: 人自本公告之日起四十五日内向本公司清算组申报债权逾期不予受理联系电话 [300, 1971, 430, 1982]
data-box-subtitle: 民二庭 [451, 486, 466, 530]
classified-ad-line: 本公司原持有的营业执照正副本不慎遗失声明作废特此登报注销公告债权人自 [1017, 1973, 1147, 1984]
classified-ad-line: 原持有的营业执照正副本不慎遗失声明作废特此登报注销公告债权人自本公告 [1017, 2314, 1147, 2325]
classified-ad-line: 公司原持有的营业执照正副本不慎遗失声明作废特此登报注销公告债权人自本 [443, 2335, 574, 2346]
classified-ad-line: 司原持有的营业执照正副本不慎遗失声明作废特此登报注销公告债权人自本公 [730, 1883, 860, 1895]
classified-ad-line: 公告债权人自本公告之日起四十五日内向本公司清算组申报债权逾期不予受理 [730, 2345, 860, 2357]
classified-ad-line: 权人自本公告之日起四十五日内向本公司清算组申报债权逾期不予受理联系电 [300, 2449, 430, 2460]
news-1-title [14, 1283, 332, 1345]
classified-ad-line: 失声明作废特此登报注销公告债权人自本公告之日起四十五日内向本公司清算 [587, 2482, 717, 2493]
classified-ad-line: 业执照正副本不慎遗失声明作废特此登报注销公告债权人自本公告之日起四十 [157, 2083, 287, 2094]
classified-ad [441, 1872, 578, 1969]
classified-ad-line: 营业执照正副本不慎遗失声明作废特此登报注销公告债权人自本公告之日起四 [1303, 2204, 1433, 2215]
classified-ad [12, 2171, 148, 2269]
classified-ad [871, 2072, 1008, 2169]
classified-ad-line: 自本公告之日起四十五日内向本公司清算组申报债权逾期不予受理联系电话 [1303, 2224, 1433, 2236]
classified-ad-line: 废特此登报注销公告债权人自本公告之日起四十五日内向本公司清算组申报债 [300, 1898, 430, 1910]
classified-ad-line: 公司原持有的营业执照正副本不慎遗失声明作废特此登报注销公告债权人自本 [157, 1873, 287, 1884]
classified-ad-line: 遗失声明作废特此登报注销公告债权人自本公告之日起四十五日内向本公司清 [587, 2073, 717, 2083]
classified-ad-line: 遗失声明兹有本公司原持有的营业执照正副本不慎遗失声明作废特此登报注销 [14, 1873, 144, 1884]
lead-p-2: 2025年3月，佛山中央法务区正式运行，禅城法院践行"法治是最好的营商环境"理念，将主要负责商事审判的民二庭以及执破智合中心工作站、企业纾困治理司法服务中心工作站同步进驻，以"一庭两站"为矩阵，既要破入海各区金调整治理服务队，建设以来，共签署启解涉企纠纷676件，组织涉企纠纷服务31场次，覆盖企业98家，为佛山制造业出海、工区域高质量发展注入坚实司法动能。 [36, 186, 278, 352]
classified-ad-line: 失声明兹有本公司原持有的营业执照正副本不慎遗失声明作废特此登报注销公 [1303, 2157, 1433, 2167]
classified-ad-line: 业执照正副本不慎遗失声明作废特此登报注销公告债权人自本公告之日起四十 [157, 2524, 287, 2535]
sakura-photo [353, 1472, 758, 1715]
classified-ad-line: 慎遗失声明作废特此登报注销公告债权人自本公告之日起四十五日内向本公司 [730, 2335, 860, 2346]
classified-ad-line: 特此登报注销公告债权人自本公告之日起四十五日内向本公司清算组申报债权 [1160, 2370, 1290, 2382]
classified-column [1012, 1870, 1153, 2576]
classified-ad [155, 2471, 291, 2559]
classified-ad-line: 正副本不慎遗失声明作废特此登报注销公告债权人自本公告之日起四十五日内 [1303, 2073, 1433, 2083]
classified-ad-line: 声明兹有本公司原持有的营业执照正副本不慎遗失声明作废特此登报注销公告 [1160, 2350, 1290, 2361]
classified-ad-line: 作废特此登报注销公告债权人自本公告之日起四十五日内向本公司清算组申报 [1303, 2215, 1433, 2225]
classified-ad-line: 遗失声明作废特此登报注销公告债权人自本公告之日起四十五日内向本公司清 [1017, 2325, 1147, 2335]
classified-ad-line: 照正副本不慎遗失声明作废特此登报注销公告债权人自本公告之日起四十五日 [587, 2273, 717, 2283]
classified-ad-line: 报注销公告债权人自本公告之日起四十五日内向本公司清算组申报债权逾期不 [587, 2215, 717, 2225]
classified-ad [871, 2171, 1008, 2269]
banner-4-text: “法润禅企”织密企业发展安全网 [1187, 379, 1369, 394]
classified-ad [1014, 2471, 1151, 2559]
classified-ad-line: 执照正副本不慎遗失声明作废特此登报注销公告债权人自本公告之日起四十五 [157, 2493, 287, 2504]
main-headline [385, 82, 925, 193]
classified-ad-line: 执照正副本不慎遗失声明作废特此登报注销公告债权人自本公告之日起四十五 [443, 2073, 574, 2083]
classified-ad-line: 失声明作废特此登报注销公告债权人自本公告之日起四十五日内向本公司清算 [14, 2435, 144, 2446]
lead-paragraphs [37, 82, 278, 363]
classified-ad-line: 明兹有本公司原持有的营业执照正副本不慎遗失声明作废特此登报注销公告债 [157, 2004, 287, 2016]
classified-ad-line: 的营业执照正副本不慎遗失声明作废特此登报注销公告债权人自本公告之日起 [300, 2397, 430, 2408]
classified-ad-line: 遗失声明兹有本公司原持有的营业执照正副本不慎遗失声明作废特此登报注销 [873, 1936, 1004, 1947]
classified-ad-line: 失声明兹有本公司原持有的营业执照正副本不慎遗失声明作废特此登报注销公 [1017, 2136, 1147, 2146]
classified-ad-line: 营业执照正副本不慎遗失声明作废特此登报注销公告债权人自本公告之日起四 [730, 2157, 860, 2167]
classified-ad-line: 失声明作废特此登报注销公告债权人自本公告之日起四十五日内向本公司清算 [157, 2224, 287, 2236]
classified-ad-line: 声明作废特此登报注销公告债权人自本公告之日起四十五日内向本公司清算组 [730, 2235, 860, 2247]
classified-ad-line: 照正副本不慎遗失声明作废特此登报注销公告债权人自本公告之日起四十五日 [1303, 2104, 1433, 2115]
classified-ad-line: 声明作废特此登报注销公告债权人自本公告之日起四十五日内向本公司清算组 [587, 2004, 717, 2016]
classified-ad-line: 正副本不慎遗失声明作废特此登报注销公告债权人自本公告之日起四十五日内 [443, 2446, 574, 2456]
classified-ad-line: 失声明作废特此登报注销公告债权人自本公告之日起四十五日内向本公司清算 [443, 2246, 574, 2256]
classified-ad-line: 明作废特此登报注销公告债权人自本公告之日起四十五日内向本公司清算组申 [1160, 2029, 1290, 2040]
classified-ad-line: 明作废特此登报注销公告债权人自本公告之日起四十五日内向本公司清算组申 [587, 2414, 717, 2425]
classified-ad-line: 特此登报注销公告债权人自本公告之日起四十五日内向本公司清算组申报债权 [730, 2545, 860, 2556]
classified-ad-line: 销公告债权人自本公告之日起四十五日内向本公司清算组申报债权逾期不予受 [443, 1915, 574, 1926]
